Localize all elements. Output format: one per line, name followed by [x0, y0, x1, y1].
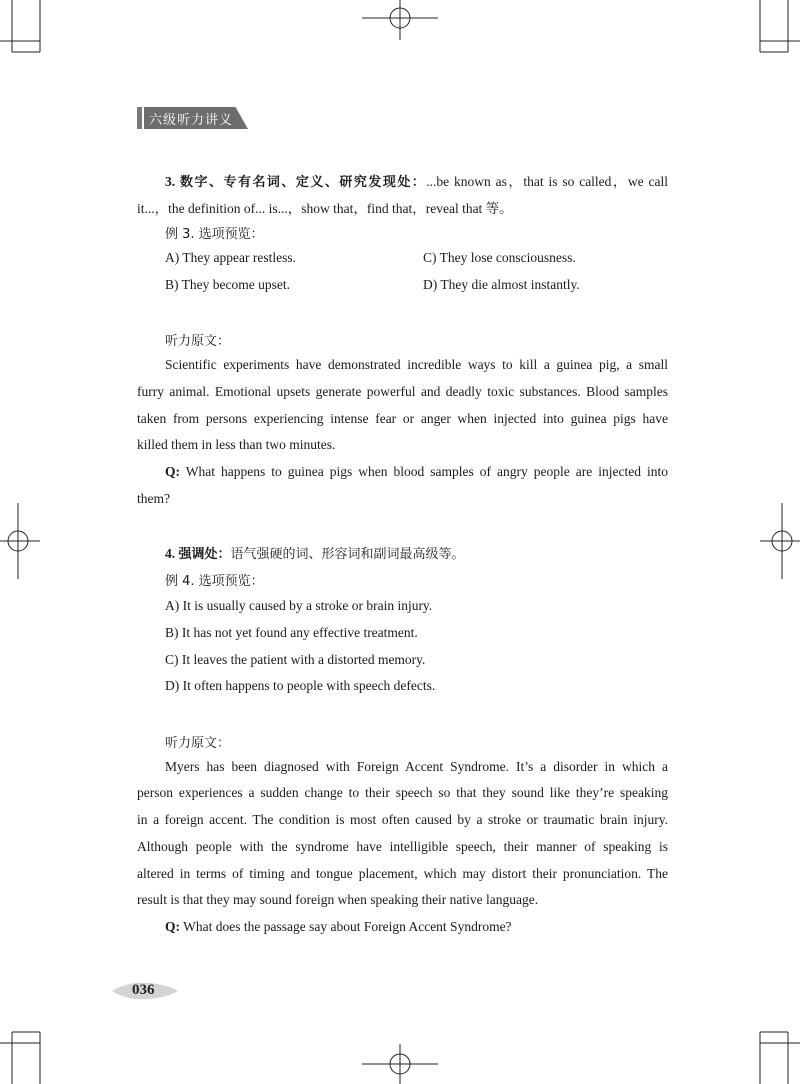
- transcript-4-line: result is that they may sound foreign when speaking their native language.: [137, 892, 539, 907]
- page-number: 036: [132, 982, 155, 998]
- example-4-option: D) It often happens to people with speech defects.: [165, 678, 436, 693]
- page-number-badge: [110, 979, 180, 1003]
- example-4-option: A) It is usually caused by a stroke or brain injury.: [165, 598, 433, 613]
- section-4-description: 语气强硬的词、形容词和副词最高级等。: [230, 547, 465, 562]
- example-3-option-a: A) They appear restless.: [165, 250, 296, 265]
- transcript-4-line: in a foreign accent. The condition is most often caused by a stroke or traumatic brain injury.: [137, 812, 668, 827]
- example-3-label: 例 3. 选项预览：: [165, 227, 264, 242]
- question-4: [165, 919, 512, 935]
- section-3-number: 3.: [165, 174, 176, 189]
- section-4-title: 强调处：: [178, 547, 231, 562]
- question-3: [165, 464, 668, 480]
- question-3-text-cont: them?: [137, 491, 170, 506]
- transcript-3-label: 听力原文：: [165, 334, 231, 349]
- section-3-keywords: ...be known as，that is so called，we call: [426, 174, 668, 189]
- transcript-4-line: altered in terms of timing and tongue placement, which may distort their pronunciation. The: [137, 866, 668, 881]
- section-3-keywords-cont: it...，the definition of... is...，show that，find that，reveal that 等。: [137, 201, 513, 216]
- example-4-option: C) It leaves the patient with a distorted memory.: [165, 652, 426, 667]
- example-3-option-b: B) They become upset.: [165, 277, 290, 292]
- transcript-4-label: 听力原文：: [165, 736, 231, 751]
- transcript-4-line: Myers has been diagnosed with Foreign Accent Syndrome. It’s a disorder in which a: [165, 759, 668, 774]
- question-4-label: Q:: [165, 919, 180, 934]
- transcript-3-line: taken from persons experiencing intense fear or anger when injected into guinea pigs have: [137, 411, 668, 426]
- header-tag-bar: [137, 107, 142, 129]
- example-3-option-c: C) They lose consciousness.: [423, 250, 576, 265]
- chapter-title: 六级听力讲义: [149, 113, 234, 128]
- transcript-3-line: killed them in less than two minutes.: [137, 437, 336, 452]
- question-3-text: What happens to guinea pigs when blood samples of angry people are injected into: [185, 464, 668, 479]
- example-3-option-d: D) They die almost instantly.: [423, 277, 580, 292]
- section-3-heading: [165, 170, 668, 190]
- transcript-3-line: Scientific experiments have demonstrated incredible ways to kill a guinea pig, a small: [165, 357, 668, 372]
- example-4-option: B) It has not yet found any effective treatment.: [165, 625, 418, 640]
- question-4-text: What does the passage say about Foreign Accent Syndrome?: [183, 919, 512, 934]
- section-3-title: 数字、专有名词、定义、研究发现处：: [180, 175, 427, 190]
- section-4-heading: [165, 543, 465, 562]
- section-4-number: 4.: [165, 546, 176, 561]
- example-4-label: 例 4. 选项预览：: [165, 574, 264, 589]
- question-3-label: Q:: [165, 464, 180, 479]
- transcript-4-line: person experiences a sudden change to their speech so that they sound like they’re speaking: [137, 785, 668, 800]
- chapter-header-tag: [137, 107, 248, 129]
- transcript-3-line: furry animal. Emotional upsets generate powerful and deadly toxic substances. Blood samples: [137, 384, 668, 399]
- transcript-4-line: Although people with the syndrome have intelligible speech, their manner of speaking is: [137, 839, 668, 854]
